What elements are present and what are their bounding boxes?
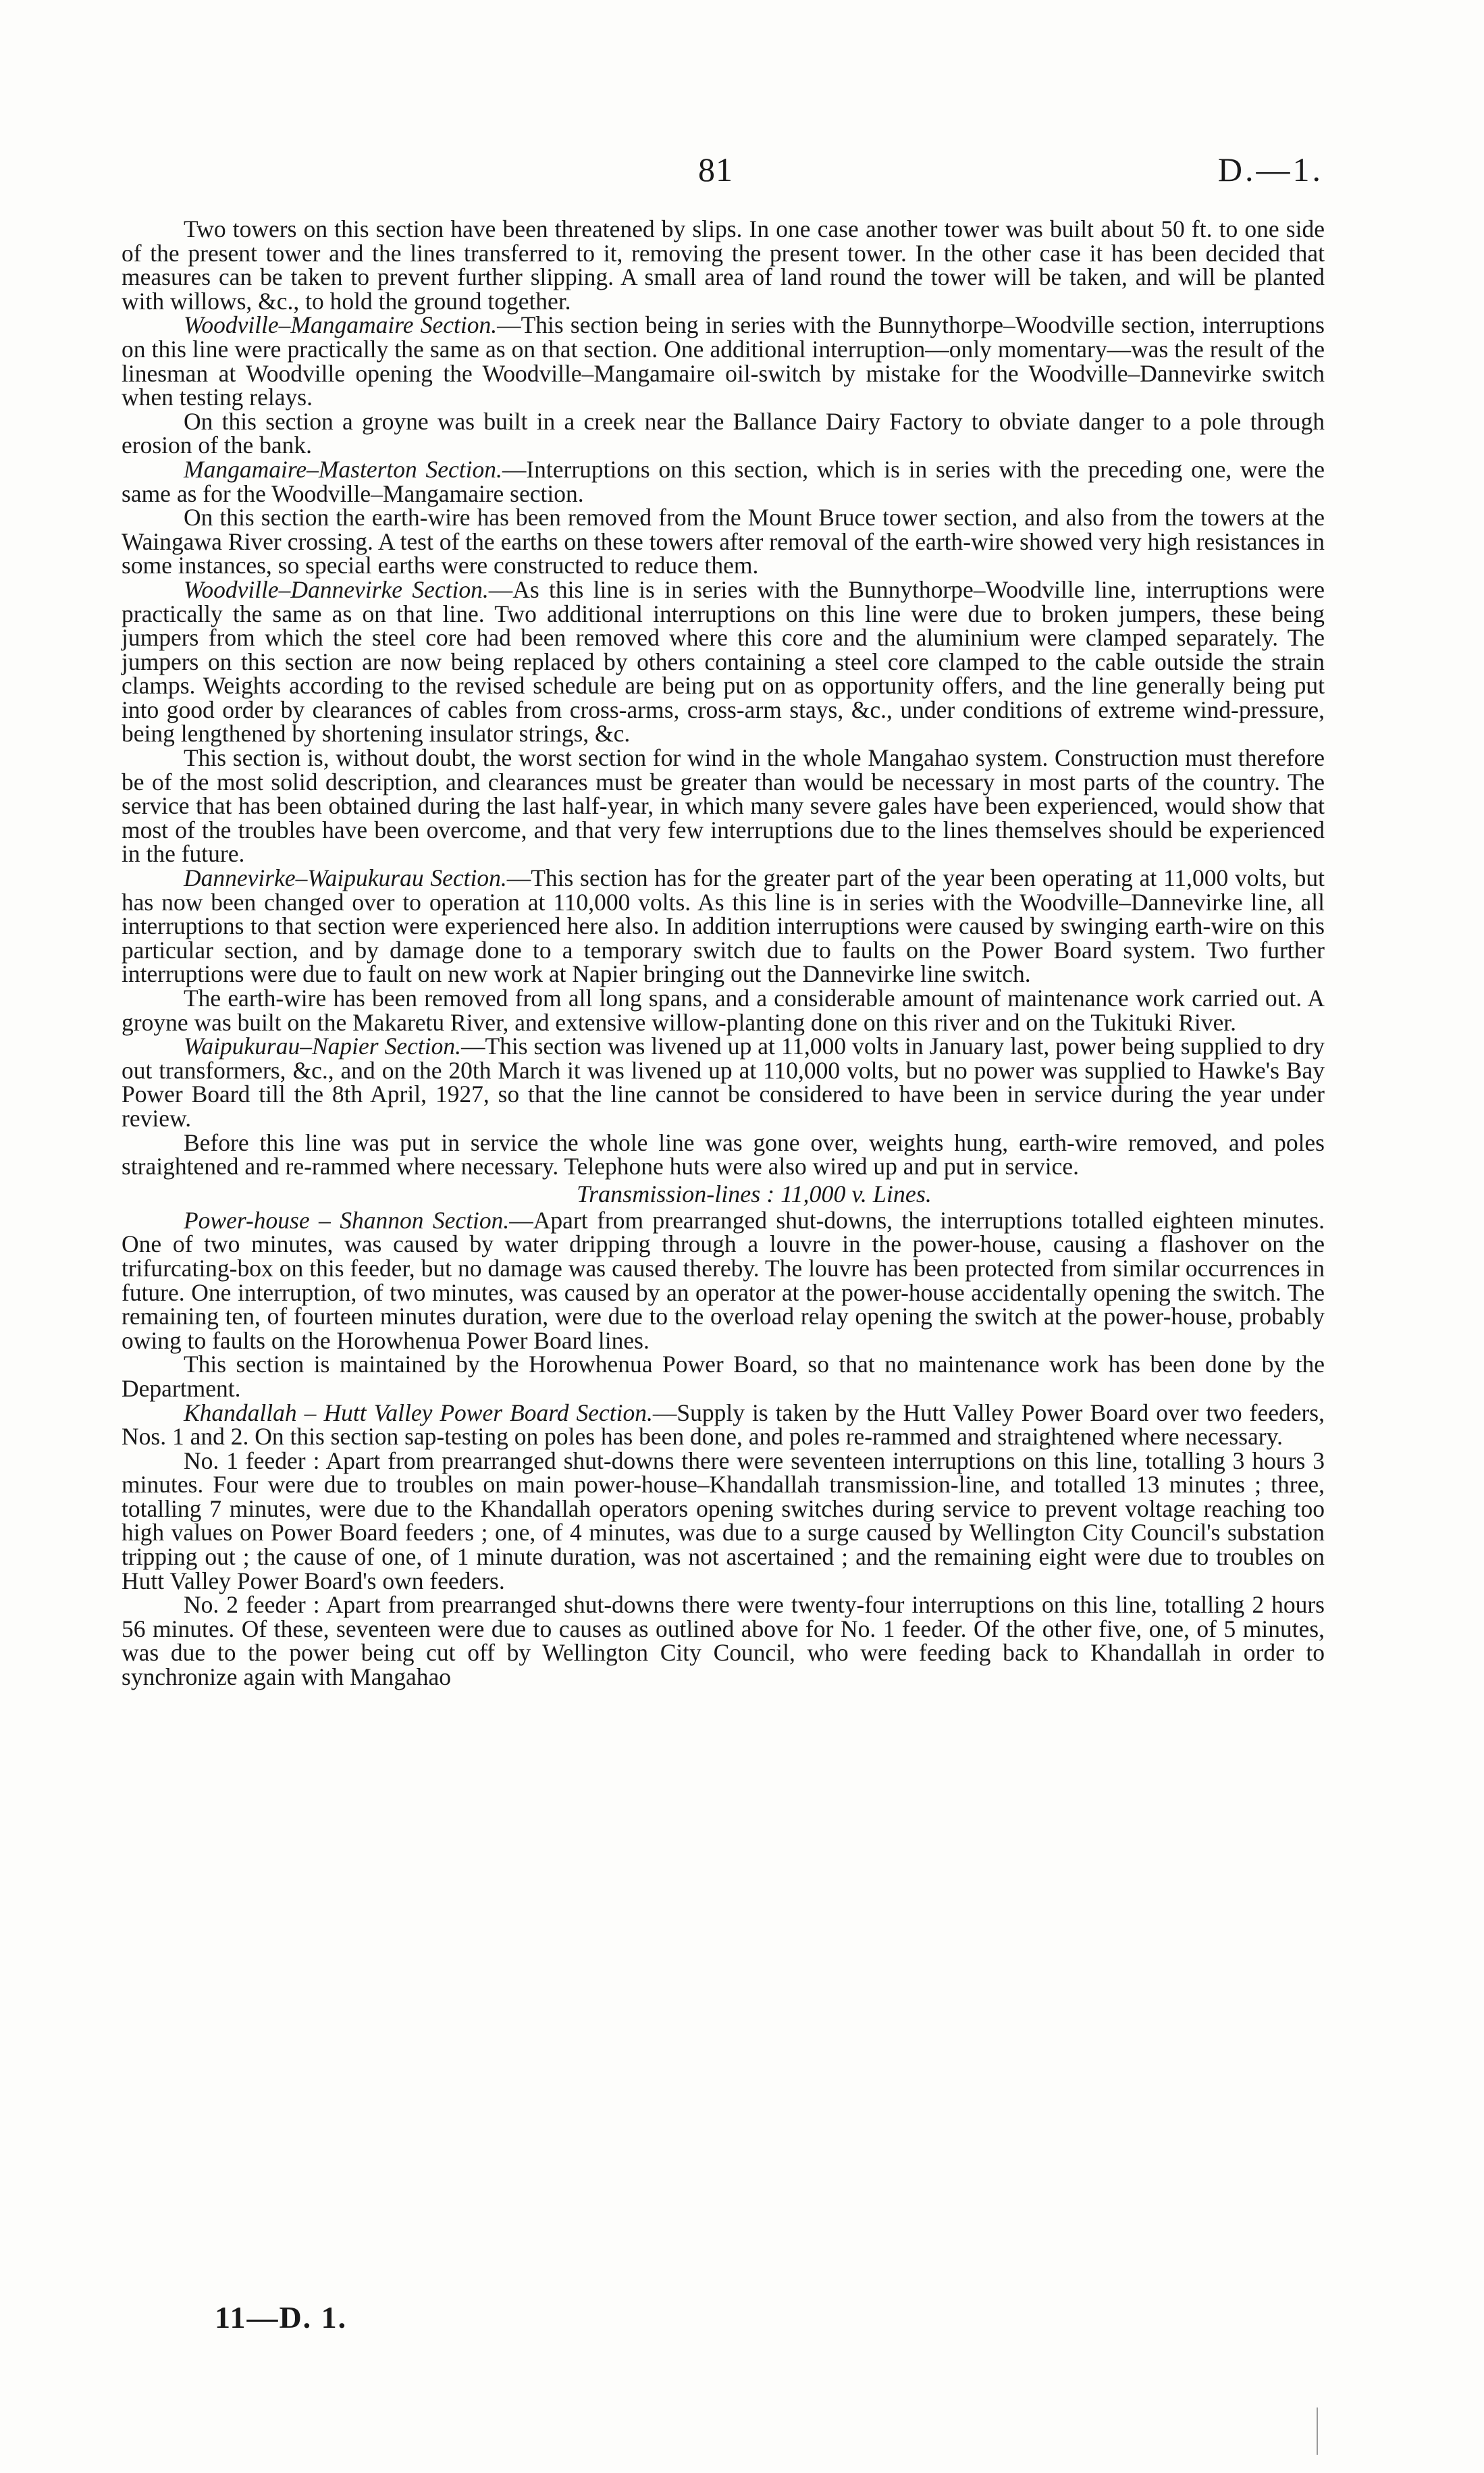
- signature-mark: 11—D. 1.: [215, 2300, 348, 2335]
- document-reference: D.—1.: [1217, 151, 1323, 188]
- paragraph: On this section a groyne was built in a creek near the Ballance Dairy Factory to obviate danger to a pole through erosion of the bank.: [122, 407, 1325, 459]
- body-text: [122, 217, 1325, 1690]
- paragraph: Power-house – Shannon Section.—Apart from prearranged shut-downs, the interruptions totalled eighteen minutes. One of two minutes, was caused by water dripping through a louvre in the power-house, causing a flashover on the trifurcating-box on this feeder, but no damage was caused thereby. The louvre has been protected from similar occurrences in future. One interruption, of two minutes, was caused by an operator at the power-house accidentally opening the switch. The remaining ten, of fourteen minutes duration, were due to the overload relay opening the switch at the power-house, probably owing to faults on the Horowhenua Power Board lines.: [122, 1206, 1325, 1354]
- paragraph: This section is, without doubt, the worst section for wind in the whole Mangahao system. Construction must therefore be of the most solid description, and clearances must be greater than would be necessary in most parts of the country. The service that has been obtained during the last half-year, in which many severe gales have been experienced, would show that most of the troubles have been overcome, and that very few interruptions due to the lines themselves should be experienced in the future.: [122, 744, 1325, 868]
- paragraph: Woodville–Mangamaire Section.—This section being in series with the Bunnythorpe–Woodville section, interruptions on this line were practically the same as on that section. One additional interruption—only momentary—was the result of the linesman at Woodville opening the Woodville–Mangamaire oil-switch by mistake for the Woodville–Dannevirke switch when testing relays.: [122, 311, 1325, 411]
- paragraph: Waipukurau–Napier Section.—This section was livened up at 11,000 volts in January last, power being supplied to dry out transformers, &c., and on the 20th March it was livened up at 110,000 volts, but no power was supplied to Hawke's Bay Power Board till the 8th April, 1927, so that the line cannot be considered to have been in service during the year under review.: [122, 1033, 1325, 1132]
- paragraph: Dannevirke–Waipukurau Section.—This section has for the greater part of the year been operating at 11,000 volts, but has now been changed over to operation at 110,000 volts. As this line is in series with the Woodville–Dannevirke line, all interruptions to that section were experienced here also. In addition interruptions were caused by swinging earth-wire on this particular section, and by damage done to a temporary switch due to faults on the Power Board system. Two further interruptions were due to fault on new work at Napier bringing out the Dannevirke line switch.: [122, 864, 1325, 988]
- page-number: 81: [698, 151, 733, 188]
- margin-rule: [1317, 2407, 1318, 2455]
- section-title: Power-house – Shannon Section.: [184, 1206, 510, 1234]
- paragraph: No. 1 feeder : Apart from prearranged shut-downs there were seventeen interruptions on this line, totalling 3 hours 3 minutes. Four were due to troubles on main power-house–Khandallah transmission-line, and totalled 13 minutes ; three, totalling 7 minutes, were due to the Khandallah operators opening switches during service to prevent voltage reaching too high values on Power Board feeders ; one, of 4 minutes, was due to a surge caused by Wellington City Council's substation tripping out ; the cause of one, of 1 minute duration, was not ascertained ; and the remaining eight were due to troubles on Hutt Valley Power Board's own feeders.: [122, 1447, 1325, 1594]
- paragraph: Khandallah – Hutt Valley Power Board Section.—Supply is taken by the Hutt Valley Power Board over two feeders, Nos. 1 and 2. On this section sap-testing on poles has been done, and poles re-rammed and straightened where necessary.: [122, 1399, 1325, 1451]
- paragraph: Before this line was put in service the whole line was gone over, weights hung, earth-wire removed, and poles straightened and re-rammed where necessary. Telephone huts were also wired up and put in service.: [122, 1128, 1325, 1180]
- paragraph: This section is maintained by the Horowhenua Power Board, so that no maintenance work has been done by the Department.: [122, 1351, 1325, 1402]
- subheading: Transmission-lines : 11,000 v. Lines.: [577, 1180, 932, 1207]
- section-title: Dannevirke–Waipukurau Section.: [184, 864, 507, 892]
- section-title: Khandallah – Hutt Valley Power Board Section.: [184, 1399, 653, 1426]
- section-title: Woodville–Dannevirke Section.: [184, 575, 489, 603]
- paragraph: No. 2 feeder : Apart from prearranged shut-downs there were twenty-four interruptions on this line, totalling 2 hours 56 minutes. Of these, seventeen were due to causes as outlined above for No. 1 feeder. Of the other five, one, of 5 minutes, was due to the power being cut off by Wellington City Council, who were feeding back to Khandallah in order to synchronize again with Mangahao: [122, 1591, 1325, 1691]
- section-title: Woodville–Mangamaire Section.: [184, 311, 498, 339]
- paragraph: The earth-wire has been removed from all long spans, and a considerable amount of maintenance work carried out. A groyne was built on the Makaretu River, and extensive willow-planting done on this river and on the Tukituki River.: [122, 985, 1325, 1036]
- paragraph: Woodville–Dannevirke Section.—As this line is in series with the Bunnythorpe–Woodville line, interruptions were practically the same as on that line. Two additional interruptions on this line were due to broken jumpers, these being jumpers from which the steel core had been removed where this core and the aluminium were clamped separately. The jumpers on this section are now being replaced by others containing a steel core clamped to the cable outside the strain clamps. Weights according to the revised schedule are being put on as opportunity offers, and the line generally being put into good order by clearances of cables from cross-arms, cross-arm stays, &c., under conditions of extreme wind-pressure, being lengthened by shortening insulator strings, &c.: [122, 575, 1325, 748]
- paragraph: Two towers on this section have been threatened by slips. In one case another tower was built about 50 ft. to one side of the present tower and the lines transferred to it, removing the present tower. In the other case it has been decided that measures can be taken to prevent further slipping. A small area of land round the tower will be taken, and will be planted with willows, &c., to hold the ground together.: [122, 215, 1325, 315]
- paragraph: Mangamaire–Masterton Section.—Interruptions on this section, which is in series with the preceding one, were the same as for the Woodville–Mangamaire section.: [122, 455, 1325, 507]
- section-title: Waipukurau–Napier Section.: [184, 1033, 461, 1060]
- paragraph: On this section the earth-wire has been removed from the Mount Bruce tower section, and also from the towers at the Waingawa River crossing. A test of the earths on these towers after removal of the earth-wire showed very high resistances in some instances, so special earths were constructed to reduce them.: [122, 504, 1325, 579]
- section-title: Mangamaire–Masterton Section.: [184, 455, 502, 483]
